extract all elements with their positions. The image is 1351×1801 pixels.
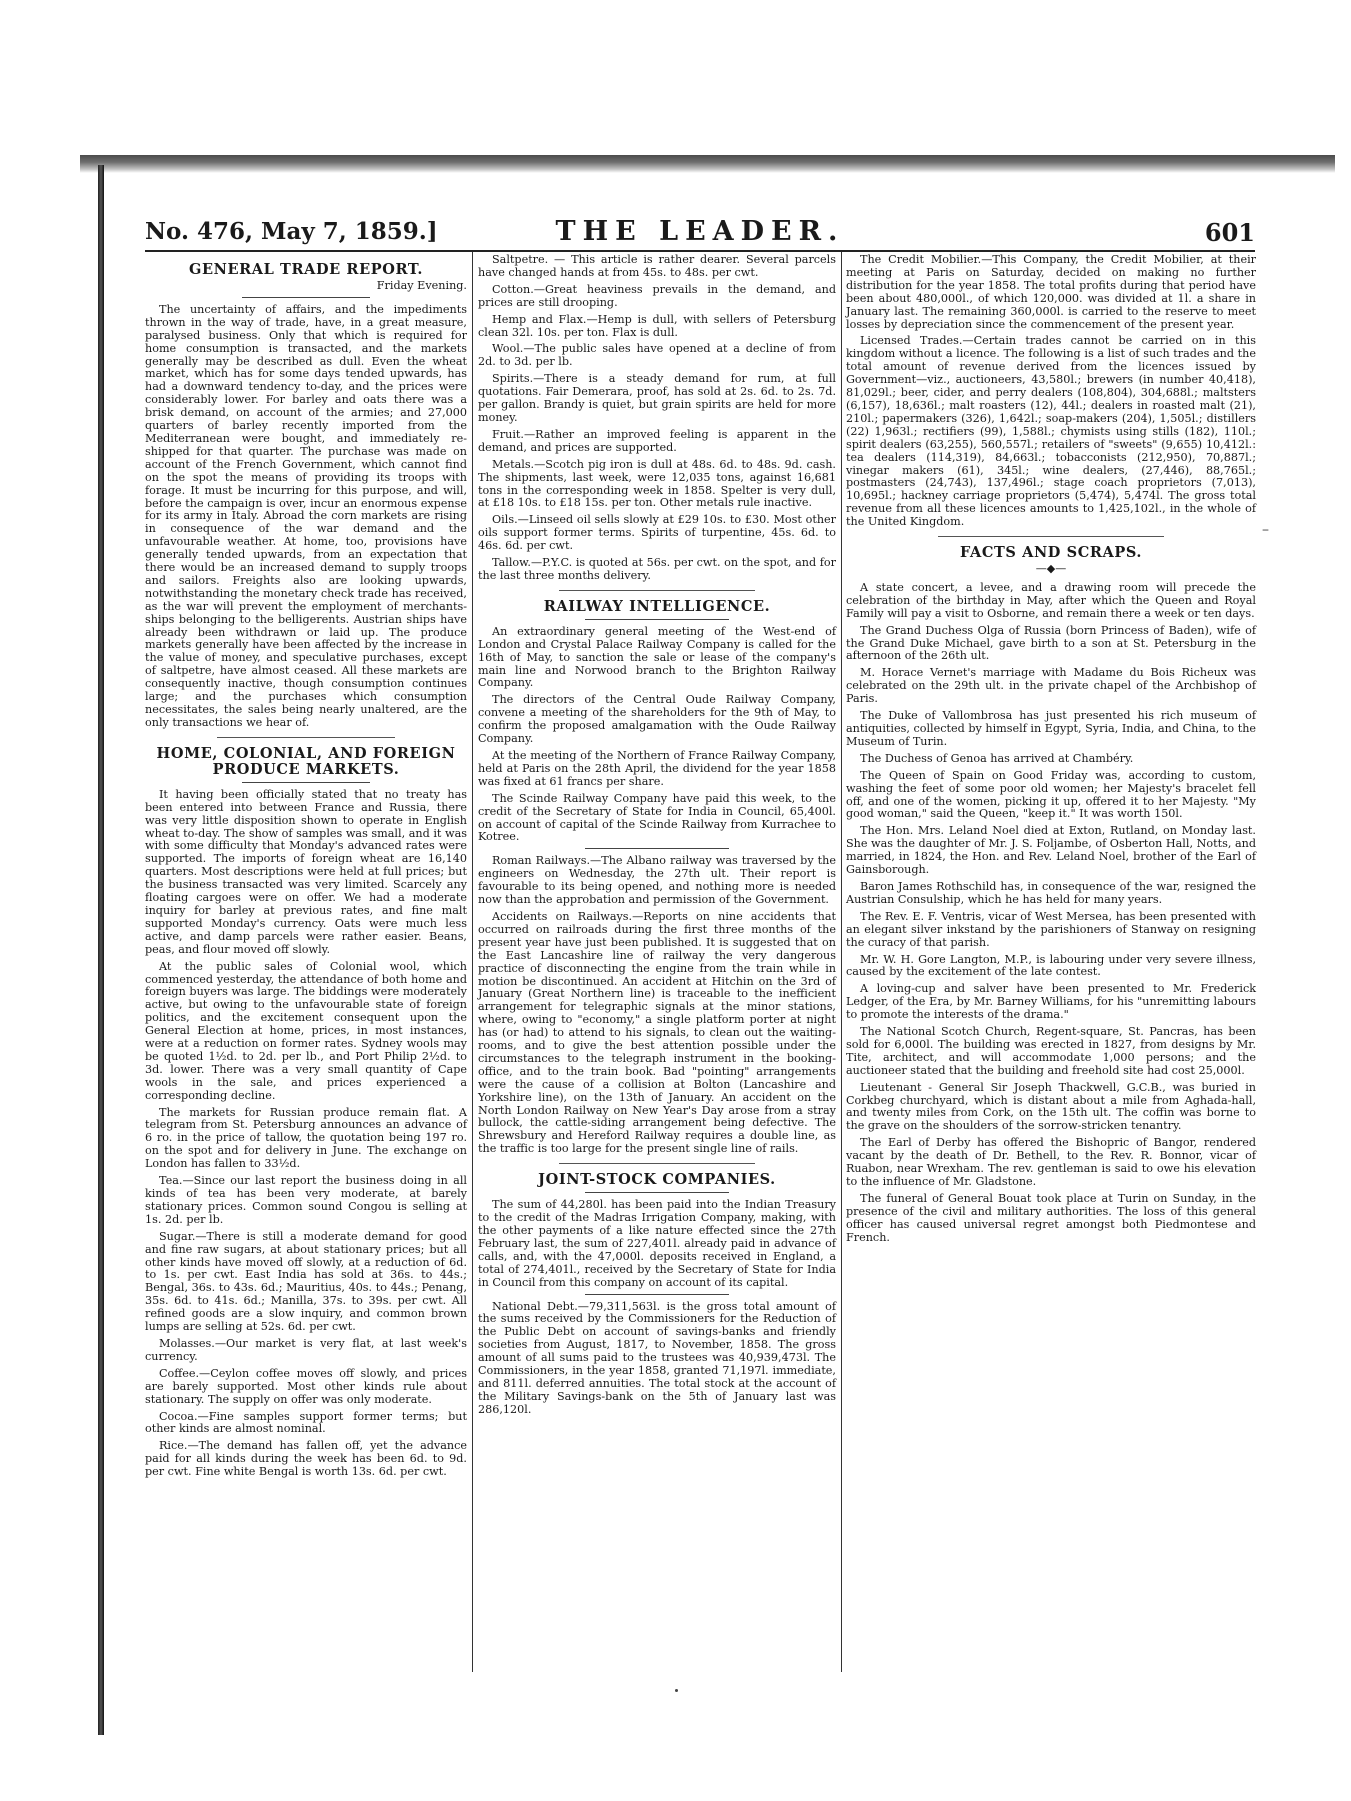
article-paragraph: Oils.—Linseed oil sells slowly at £29 10s. to £30. Most other oils support former terms. Spirits of turpentine, 45s. 6d. to 46s. 6d. per cwt.: [478, 513, 836, 553]
article-paragraph: Tea.—Since our last report the business doing in all kinds of tea has been very moderate, at barely stationary prices. Common sound Congou is selling at 1s. 2d. per lb.: [145, 1174, 467, 1226]
article-paragraph: Mr. W. H. Gore Langton, M.P., is labouring under very severe illness, caused by the excitement of the late contest.: [846, 952, 1256, 979]
article-paragraph: National Debt.—79,311,563l. is the gross total amount of the sums received by the Commissioners for the Reduction of the Public Debt on account of savings-banks and friendly societies from August, 1817, to November, 1858. The gross amount of all sums paid to the trustees was 40,939,473l. The Commissioners, in the year 1858, granted 71,197l. immediate, and 811l. deferred annuities. The total stock at the account of the Military Savings-bank on the 5th of January last was 286,120l.: [478, 1299, 836, 1416]
article-paragraph: Roman Railways.—The Albano railway was traversed by the engineers on Wednesday, the 27th ult. Their report is favourable to its being opened, and nothing more is needed now than the approbation and permission of the Government.: [478, 854, 836, 907]
article-paragraph: Lieutenant - General Sir Joseph Thackwell, G.C.B., was buried in Corkbeg churchyard, which is distant about a mile from Aghada-hall, and twenty miles from Cork, on the 15th ult. The coffin was borne to the grave on the shoulders of the sorrow-stricken tenantry.: [846, 1080, 1256, 1133]
article-paragraph: At the meeting of the Northern of France Railway Company, held at Paris on the 28th April, the dividend for the year 1858 was fixed at 61 francs per share.: [478, 749, 836, 788]
article-paragraph: Fruit.—Rather an improved feeling is apparent in the demand, and prices are supported.: [478, 427, 836, 454]
section-heading-joint-stock: JOINT-STOCK COMPANIES.: [538, 1171, 776, 1189]
article-paragraph: An extraordinary general meeting of the West-end of London and Crystal Palace Railway Company is called for the 16th of May, to sanction the sale or lease of the company's main line and Norwood branch to the Brighton Railway Company.: [478, 624, 836, 690]
article-paragraph: The markets for Russian produce remain flat. A telegram from St. Petersburg announces an advance of 6 ro. in the price of tallow, the quotation being 197 ro. on the spot and for delivery in June. The exchange on London has fallen to 33½d.: [145, 1105, 467, 1171]
article-paragraph: The Earl of Derby has offered the Bishopric of Bangor, rendered vacant by the death of Dr. Bethell, to the Rev. R. Bonnor, vicar of Ruabon, near Wrexham. The rev. gentleman is said to owe his elevation to the influence of Mr. Gladstone.: [846, 1136, 1256, 1188]
column-divider: [472, 252, 473, 1672]
article-paragraph: The sum of 44,280l. has been paid into the Indian Treasury to the credit of the Madras Irrigation Company, making, with the other payments of a like nature effected since the 27th February last, the sum of 227,401l. already paid in advance of calls, and, with the 47,000l. deposits received in England, a total of 274,401l., received by the Secretary of State for India in Council from this company on account of its capital.: [478, 1198, 836, 1289]
issue-date: No. 476, May 7, 1859.]: [145, 218, 438, 245]
masthead: THE LEADER.: [555, 216, 845, 247]
article-paragraph: Tallow.—P.Y.C. is quoted at 56s. per cwt. on the spot, and for the last three months delivery.: [478, 556, 836, 582]
article-paragraph: A loving-cup and salver have been presented to Mr. Frederick Ledger, of the Era, by Mr. Barney Williams, for his "unremitting labours to promote the interests of the drama.": [846, 982, 1256, 1022]
article-paragraph: Hemp and Flax.—Hemp is dull, with sellers of Petersburg clean 32l. 10s. per ton. Flax is dull.: [478, 312, 836, 339]
article-paragraph: Wool.—The public sales have opened at a decline of from 2d. to 3d. per lb.: [478, 342, 836, 369]
article-paragraph: It having been officially stated that no treaty has been entered into between France and Russia, there was very little disposition shown to operate in English wheat to-day. The show of samples was small, and it was with some difficulty that Monday's advanced rates were supported. The imports of foreign wheat are 16,140 quarters. Most descriptions were held at full prices; but the business transacted was very limited. Scarcely any floating cargoes were on offer. We had a moderate inquiry for barley at previous rates, and fine malt supported Monday's currency. Oats were much less active, and damp parcels were rather easier. Beans, peas, and flour moved off slowly.: [145, 787, 467, 956]
article-paragraph: Cotton.—Great heaviness prevails in the demand, and prices are still drooping.: [478, 282, 836, 309]
section-heading-railway: RAILWAY INTELLIGENCE.: [543, 597, 771, 615]
ink-speck-icon: [675, 1689, 678, 1692]
section-rule: [585, 1294, 728, 1295]
section-rule: [585, 848, 728, 849]
article-paragraph: Accidents on Railways.—Reports on nine accidents that occurred on railroads during the first three months of the present year have just been published. It is suggested that on the East Lancashire line of railway the very dangerous practice of disconnecting the engine from the train while in motion be discontinued. An accident at Hitchin on the 3rd of January (Great Northern line) is traceable to the inefficient arrangement for telegraphic signals at the minor stations, where, owing to "economy," a single platform porter at night has (or had) to attend to his signals, to clean out the waiting-rooms, and to give the best attention possible under the circumstances to the telegraph instrument in the booking-office, and to the train book. Bad "pointing" arrangements were the cause of a collision at Bolton (Lancashire and Yorkshire line), on the 13th of January. An accident on the North London Railway on New Year's Day arose from a stray bullock, the cattle-siding arrangement being defective. The Shrewsbury and Hereford Railway requires a double line, as the traffic is too large for the present single line of rails.: [478, 909, 836, 1156]
section-heading-produce-markets: HOME, COLONIAL, AND FOREIGN PRODUCE MARKETS.: [156, 744, 456, 778]
section-rule: [559, 1163, 756, 1164]
section-heading-trade-report: GENERAL TRADE REPORT.: [188, 261, 424, 278]
article-paragraph: Molasses.—Our market is very flat, at last week's currency.: [145, 1336, 467, 1363]
article-paragraph: The Credit Mobilier.—This Company, the Credit Mobilier, at their meeting at Paris on Saturday, decided on making no further distribution for the year 1858. The total profits during that period have been about 480,000l., of which 120,000. was divided at 1l. a share in January last. The remaining 360,000l. is carried to the reserve to meet losses by depreciation since the commencement of the present year.: [846, 253, 1256, 331]
article-paragraph: Cocoa.—Fine samples support former terms; but other kinds are almost nominal.: [145, 1409, 467, 1436]
ornament-icon: —◆—: [1035, 562, 1067, 576]
article-paragraph: The Grand Duchess Olga of Russia (born Princess of Baden), wife of the Grand Duke Michael, gave birth to a son at St. Petersburg in the afternoon of the 26th ult.: [846, 623, 1256, 663]
section-rule: [559, 590, 756, 591]
column-divider: [841, 252, 842, 1672]
margin-mark-icon: –: [1262, 522, 1269, 538]
article-paragraph: M. Horace Vernet's marriage with Madame du Bois Richeux was celebrated on the 29th ult. in the private chapel of the Archbishop of Paris.: [846, 666, 1256, 706]
article-paragraph: The funeral of General Bouat took place at Turin on Sunday, in the presence of the civil and military authorities. The loss of this general officer has caused universal regret amongst both Piedmontese and French.: [846, 1191, 1256, 1244]
article-paragraph: The Hon. Mrs. Leland Noel died at Exton, Rutland, on Monday last. She was the daughter of Mr. J. S. Foljambe, of Osberton Hall, Notts, and married, in 1824, the Hon. and Rev. Leland Noel, brother of the Earl of Gainsborough.: [846, 824, 1256, 877]
article-paragraph: Saltpetre. — This article is rather dearer. Several parcels have changed hands at from 45s. to 48s. per cwt.: [478, 253, 836, 279]
article-paragraph: Rice.—The demand has fallen off, yet the advance paid for all kinds during the week has been 6d. to 9d. per cwt. Fine white Bengal is worth 13s. 6d. per cwt.: [145, 1439, 467, 1479]
section-rule: [217, 737, 394, 738]
article-paragraph: A state concert, a levee, and a drawing room will precede the celebration of the birthday in May, after which the Queen and Royal Family will pay a visit to Osborne, and remain there a week or ten days.: [846, 580, 1256, 620]
article-paragraph: The directors of the Central Oude Railway Company, convene a meeting of the shareholders for the 9th of May, to confirm the proposed amalgamation with the Oude Railway Company.: [478, 693, 836, 746]
page-header: [145, 218, 1255, 250]
section-rule: [242, 297, 371, 298]
column-1: [145, 254, 467, 1483]
scan-top-edge: [80, 155, 1335, 173]
header-rule: [145, 250, 1255, 252]
article-paragraph: The Scinde Railway Company have paid this week, to the credit of the Secretary of State for India in Council, 65,400l. on account of capital of the Scinde Railway from Kurrachee to Kotree.: [478, 791, 836, 844]
article-paragraph: Licensed Trades.—Certain trades cannot be carried on in this kingdom without a licence. The following is a list of such trades and the total amount of revenue derived from the licences issued by Government—viz., auctioneers, 43,580l.; brewers (in number 40,418), 81,029l.; beer, cider, and perry dealers (108,804), 304,688l.; maltsters (6,157), 18,636l.; malt roasters (12), 44l.; dealers in roasted malt (21), 210l.; papermakers (326), 1,642l.; soap-makers (204), 1,505l.; distillers (22) 1,963l.; rectifiers (99), 1,588l.; chymists using stills (182), 110l.; spirit dealers (63,255), 560,557l.; retailers of "sweets" (9,655) 10,412l.: tea dealers (114,319), 84,663l.; tobacconists (212,950), 70,887l.; vinegar makers (61), 345l.; wine dealers, (27,446), 88,765l.; postmasters (24,743), 137,496l.; stage coach proprietors (7,013), 10,695l.; hackney carriage proprietors (5,474), 5,474l. The gross total revenue from all these licences amounts to 1,425,102l., in the whole of the United Kingdom.: [846, 334, 1256, 529]
page-binding-rule: [98, 165, 104, 1735]
article-paragraph: The Duke of Vallombrosa has just presented his rich museum of antiquities, collected by himself in Egypt, Syria, India, and China, to the Museum of Turin.: [846, 709, 1257, 748]
page-number: 601: [1204, 218, 1255, 247]
section-rule: [242, 782, 371, 783]
article-paragraph: Metals.—Scotch pig iron is dull at 48s. 6d. to 48s. 9d. cash. The shipments, last week, were 12,035 tons, against 16,681 tons in the corresponding week in 1858. Spelter is very dull, at £18 10s. to £18 15s. per ton. Other metals rule inactive.: [478, 457, 836, 510]
section-heading-facts-scraps: FACTS AND SCRAPS.: [959, 544, 1143, 562]
article-paragraph: The Rev. E. F. Ventris, vicar of West Mersea, has been presented with an elegant silver inkstand by the parishioners of Stanway on resigning the curacy of that parish.: [846, 909, 1256, 949]
article-paragraph: Baron James Rothschild has, in consequence of the war, resigned the Austrian Consulship, which he has held for many years.: [846, 879, 1256, 906]
section-subheading: Friday Evening.: [376, 279, 467, 292]
section-rule: [585, 1192, 728, 1193]
article-paragraph: The National Scotch Church, Regent-square, St. Pancras, has been sold for 6,000l. The building was erected in 1827, from designs by Mr. Tite, architect, and will accommodate 1,000 persons; and the auctioneer stated that the building and freehold site had cost 25,000l.: [846, 1025, 1256, 1077]
column-2: [478, 254, 836, 1421]
section-rule: [585, 619, 728, 620]
article-paragraph: The Queen of Spain on Good Friday was, according to custom, washing the feet of some poor old women; her Majesty's bracelet fell off, and one of the women, picking it up, offered it to her Majesty. "My good woman," said the Queen, "keep it." It was worth 150l.: [846, 768, 1256, 821]
article-paragraph: Coffee.—Ceylon coffee moves off slowly, and prices are barely supported. Most other kinds rule about stationary. The supply on offer was only moderate.: [145, 1366, 467, 1406]
article-paragraph: At the public sales of Colonial wool, which commenced yesterday, the attendance of both home and foreign buyers was large. The biddings were moderately active, but owing to the unfavourable state of foreign politics, and the excitement consequent upon the General Election at home, prices, in most instances, were at a reduction on former rates. Sydney wools may be quoted 1½d. to 2d. per lb., and Port Philip 2½d. to 3d. lower. There was a very small quantity of Cape wools in the sale, and prices experienced a corresponding decline.: [145, 959, 467, 1102]
article-paragraph: The uncertainty of affairs, and the impediments thrown in the way of trade, have, in a great measure, paralysed business. Only that which is required for home consumption is transacted, and the markets generally may be described as dull. Even the wheat market, which has for some days tended upwards, has had a downward tendency to-day, and the prices were considerably lower. For barley and oats there was a brisk demand, on account of the armies; and 27,000 quarters of barley recently imported from the Mediterranean were bought, and immediately re-shipped for that quarter. The purchase was made on account of the French Government, which cannot find on the spot the means of providing its troops with forage. It must be incurring for this purpose, and will, before the campaign is over, incur an enormous expense for its army in Italy. Abroad the corn markets are rising in consequence of the war demand and the unfavourable weather. At home, too, provisions have generally tended upwards, from an expectation that there would be an increased demand to supply troops and sailors. Freights also are looking upwards, notwithstanding the monetary check trade has received, as the war will prevent the employment of merchants-ships belonging to the belligerents. Austrian ships have already been withdrawn or laid up. The produce markets generally have been affected by the increase in the value of money, and speculative purchases, except of saltpetre, have almost ceased. All these markets are consequently inactive, though consumption continues large; and the purchases which consumption necessitates, the sales being nearly unaltered, are the only transactions we hear of.: [145, 302, 467, 729]
section-rule: [938, 536, 1164, 537]
article-paragraph: The Duchess of Genoa has arrived at Chambéry.: [860, 751, 1134, 765]
article-paragraph: Sugar.—There is still a moderate demand for good and fine raw sugars, at about stationary prices; but all other kinds have moved off slowly, at a reduction of 6d. to 1s. per cwt. East India has sold at 36s. to 44s.; Bengal, 36s. to 43s. 6d.; Mauritius, 40s. to 44s.; Penang, 35s. 6d. to 41s. 6d.; Manilla, 37s. to 39s. per cwt. All refined goods are a slow inquiry, and common brown lumps are selling at 52s. 6d. per cwt.: [145, 1229, 467, 1334]
column-3: [846, 254, 1256, 1249]
article-paragraph: Spirits.—There is a steady demand for rum, at full quotations. Fair Demerara, proof, has sold at 2s. 6d. to 2s. 7d. per gallon. Brandy is quiet, but grain spirits are held for more money.: [478, 372, 836, 424]
